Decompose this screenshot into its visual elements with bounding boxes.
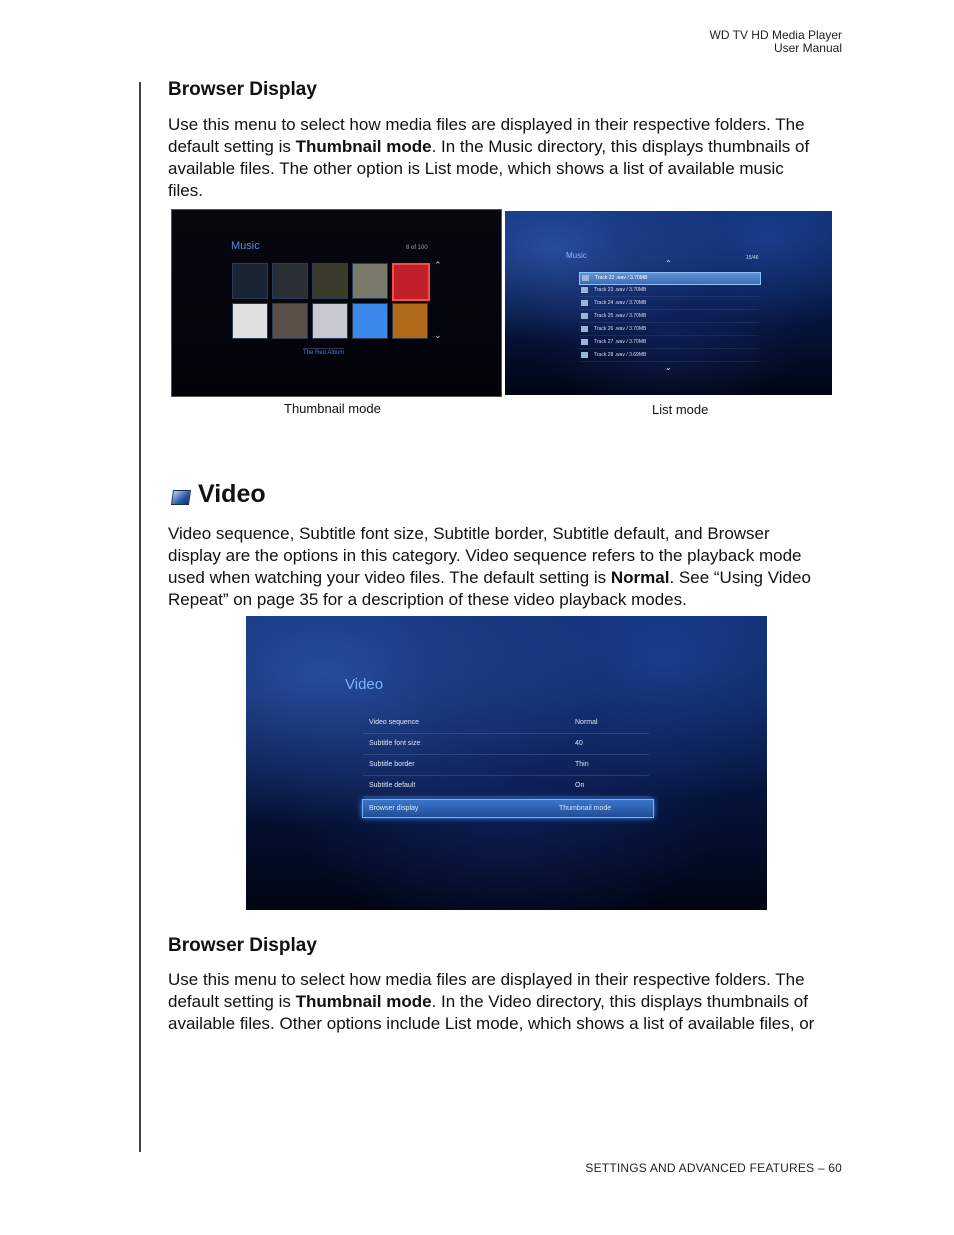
para-line: default setting is Thumbnail mode. In the Music directory, this displays thumbnails of xyxy=(168,137,810,156)
para-line: Use this menu to select how media files are displayed in their respective folders. The xyxy=(168,115,805,134)
album-thumbnail[interactable] xyxy=(232,303,268,339)
scroll-down-icon: ⌄ xyxy=(665,363,672,372)
track-row[interactable] xyxy=(579,350,759,362)
header-product: WD TV HD Media Player xyxy=(709,28,842,42)
list-mode-caption: List mode xyxy=(652,402,709,417)
album-thumbnail[interactable] xyxy=(352,263,388,299)
setting-row[interactable] xyxy=(363,712,649,734)
header-doc-type: User Manual xyxy=(773,41,842,55)
setting-label: Subtitle font size xyxy=(369,740,421,747)
audio-file-icon xyxy=(581,300,588,306)
album-thumbnail[interactable] xyxy=(272,303,308,339)
track-row[interactable] xyxy=(579,324,759,336)
setting-row[interactable] xyxy=(363,733,649,755)
setting-value: Thin xyxy=(575,761,589,768)
track-row[interactable] xyxy=(579,272,761,285)
scroll-up-icon: ⌃ xyxy=(665,259,672,268)
music-title: Music xyxy=(566,251,587,260)
para-line: files. xyxy=(168,181,203,200)
setting-label: Browser display xyxy=(369,805,419,812)
album-thumbnail[interactable] xyxy=(312,263,348,299)
track-label: Track 26 .wav / 3.70MB xyxy=(594,326,647,332)
audio-file-icon xyxy=(581,287,588,293)
audio-file-icon xyxy=(581,352,588,358)
para-line: default setting is Thumbnail mode. In the Video directory, this displays thumbnails of xyxy=(168,992,808,1011)
music-title: Music xyxy=(231,240,260,252)
album-thumbnail[interactable] xyxy=(392,303,428,339)
item-count: 15/46 xyxy=(746,255,759,261)
track-row[interactable] xyxy=(579,285,759,297)
album-thumbnail[interactable] xyxy=(392,263,430,301)
album-thumbnail[interactable] xyxy=(232,263,268,299)
track-label: Track 28 .wav / 3.69MB xyxy=(594,352,647,358)
track-row[interactable] xyxy=(579,298,759,310)
audio-file-icon xyxy=(582,275,589,281)
browser-display-heading-2: Browser Display xyxy=(168,935,317,956)
scroll-down-icon: ⌄ xyxy=(434,330,442,340)
album-name: The Red Album xyxy=(303,350,345,356)
page-header xyxy=(710,29,842,55)
para-line: Repeat” on page 35 for a description of these video playback modes. xyxy=(168,590,687,609)
album-thumbnail[interactable] xyxy=(272,263,308,299)
track-label: Track 22 .wav / 3.70MB xyxy=(595,275,648,281)
thumbnail-mode-caption: Thumbnail mode xyxy=(284,401,381,416)
browser-display-paragraph xyxy=(168,114,848,202)
setting-label: Subtitle border xyxy=(369,761,415,768)
audio-file-icon xyxy=(581,339,588,345)
para-line: display are the options in this category. Video sequence refers to the playback mode xyxy=(168,546,802,565)
video-paragraph xyxy=(168,523,848,611)
setting-value: Normal xyxy=(575,719,598,726)
setting-value: On xyxy=(575,782,585,789)
browser-display-heading: Browser Display xyxy=(168,79,317,100)
margin-rule xyxy=(139,82,141,1152)
setting-label: Subtitle default xyxy=(369,782,416,789)
track-label: Track 25 .wav / 3.70MB xyxy=(594,313,647,319)
track-row[interactable] xyxy=(579,311,759,323)
album-thumbnail[interactable] xyxy=(352,303,388,339)
thumbnail-mode-screenshot xyxy=(171,209,502,397)
para-line: available files. The other option is List mode, which shows a list of available music xyxy=(168,159,784,178)
para-line: Video sequence, Subtitle font size, Subtitle border, Subtitle default, and Browser xyxy=(168,524,770,543)
setting-value: 40 xyxy=(575,740,583,747)
track-label: Track 23 .wav / 3.70MB xyxy=(594,287,647,293)
setting-row[interactable] xyxy=(363,754,649,776)
video-settings-screenshot xyxy=(246,616,767,910)
audio-file-icon xyxy=(581,313,588,319)
setting-row[interactable] xyxy=(363,775,649,797)
list-mode-screenshot xyxy=(505,211,832,395)
video-heading: Video xyxy=(198,480,266,508)
page-footer: SETTINGS AND ADVANCED FEATURES – 60 xyxy=(585,1161,842,1175)
video-icon xyxy=(171,490,191,505)
scroll-up-icon: ⌃ xyxy=(434,260,442,270)
para-line: Use this menu to select how media files are displayed in their respective folders. The xyxy=(168,970,805,989)
setting-label: Video sequence xyxy=(369,719,420,726)
track-label: Track 27 .wav / 3.70MB xyxy=(594,339,647,345)
video-settings-title: Video xyxy=(345,676,384,693)
para-line: used when watching your video files. The default setting is Normal. See “Using Video xyxy=(168,568,811,587)
album-thumbnail[interactable] xyxy=(312,303,348,339)
browser-display-paragraph-2 xyxy=(168,969,848,1035)
item-count: 8 of 100 xyxy=(406,245,428,251)
setting-value: Thumbnail mode xyxy=(559,805,612,812)
setting-row[interactable] xyxy=(362,799,654,818)
audio-file-icon xyxy=(581,326,588,332)
track-label: Track 24 .wav / 3.70MB xyxy=(594,300,647,306)
track-row[interactable] xyxy=(579,337,759,349)
para-line: available files. Other options include List mode, which shows a list of available files, or xyxy=(168,1014,815,1033)
